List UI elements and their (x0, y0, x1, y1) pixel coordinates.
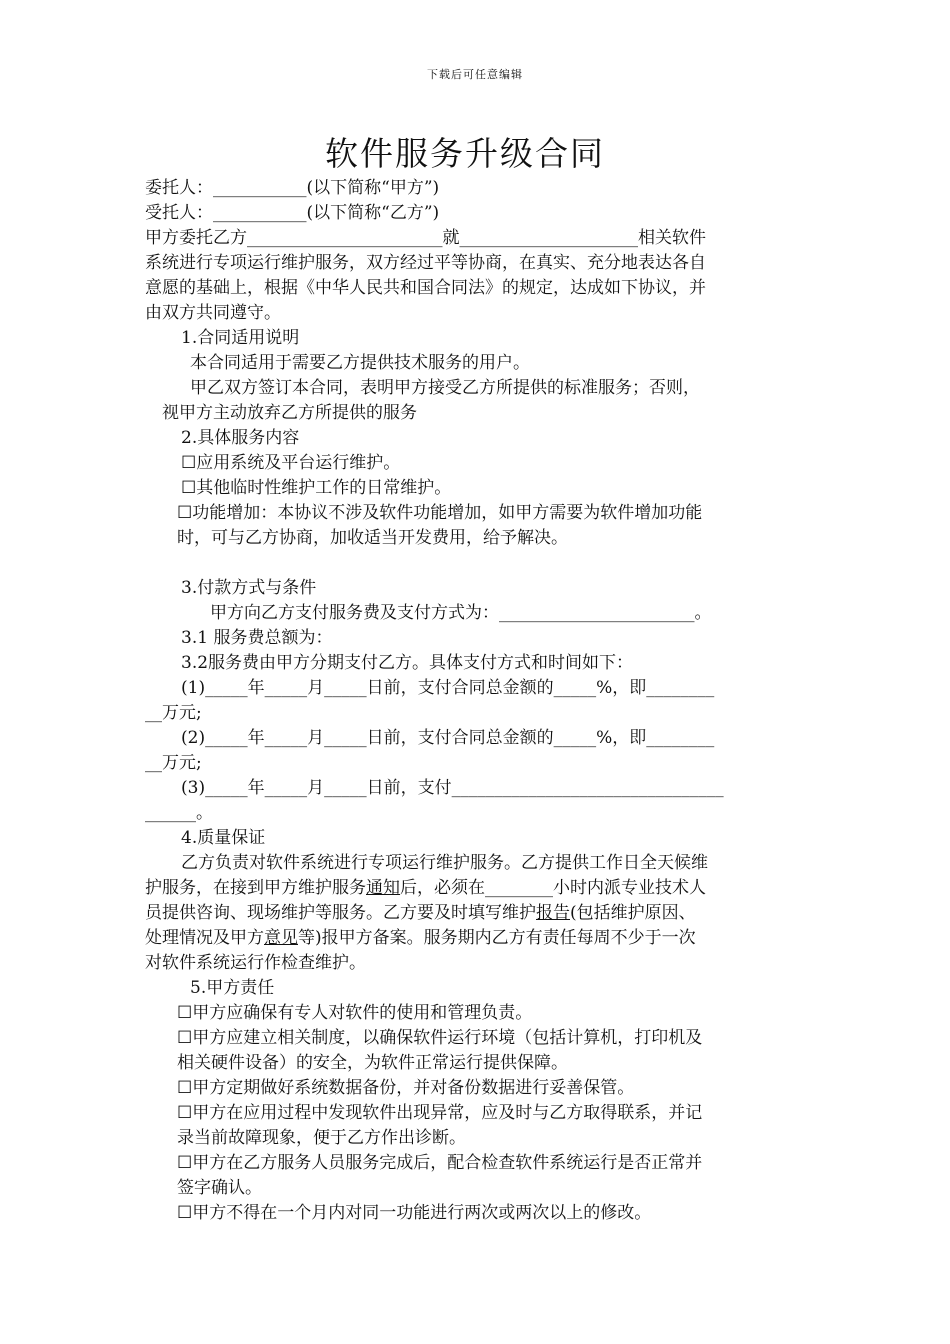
intro-line: 意愿的基础上，根据《中华人民共和国合同法》的规定，达成如下协议，并 (145, 278, 706, 298)
paragraph-line (145, 926, 696, 950)
text-segment: 护服务，在接到甲方维护服务 (145, 878, 366, 898)
checkbox-item: ☐甲方不得在一个月内对同一功能进行两次或两次以上的修改。 (177, 1203, 652, 1223)
underlined-term: 意见 (264, 928, 298, 948)
paragraph-line: 签字确认。 (177, 1178, 262, 1198)
payment-item: __万元; (145, 753, 202, 773)
checkbox-item: ☐甲方应确保有专人对软件的使用和管理负责。 (177, 1003, 533, 1023)
checkbox-item: ☐其他临时性维护工作的日常维护。 (181, 478, 452, 498)
contractor-line: 受托人：___________(以下简称“乙方”) (145, 203, 440, 223)
paragraph-line: 本合同适用于需要乙方提供技术服务的用户。 (190, 353, 530, 373)
checkbox-item: ☐功能增加：本协议不涉及软件功能增加，如甲方需要为软件增加功能 (177, 503, 703, 523)
text-segment: 处理情况及甲方 (145, 928, 264, 948)
section-heading: 1.合同适用说明 (181, 328, 300, 348)
underlined-term: 报告 (536, 903, 570, 923)
section-heading: 4.质量保证 (181, 828, 266, 848)
checkbox-item: ☐甲方定期做好系统数据备份，并对备份数据进行妥善保管。 (177, 1078, 635, 1098)
text-segment: (包括维护原因、 (570, 903, 696, 923)
section-heading: 3.付款方式与条件 (181, 578, 317, 598)
payment-item: (1)_____年_____月_____日前，支付合同总金额的_____%，即________ (181, 678, 715, 698)
paragraph-line: 相关硬件设备）的安全，为软件正常运行提供保障。 (177, 1053, 568, 1073)
checkbox-item: ☐甲方在乙方服务人员服务完成后，配合检查软件系统运行是否正常并 (177, 1153, 703, 1173)
paragraph-line: 录当前故障现象，便于乙方作出诊断。 (177, 1128, 466, 1148)
paragraph-line: 3.1 服务费总额为： (181, 628, 333, 648)
paragraph-line: 时，可与乙方协商，加收适当开发费用，给予解决。 (177, 528, 568, 548)
document-title: 软件服务升级合同 (325, 134, 605, 173)
payment-item: (2)_____年_____月_____日前，支付合同总金额的_____%，即________ (181, 728, 715, 748)
underlined-term: 通知 (366, 878, 400, 898)
checkbox-item: ☐应用系统及平台运行维护。 (181, 453, 401, 473)
payment-item: __万元; (145, 703, 202, 723)
paragraph-line: 甲方向乙方支付服务费及支付方式为：_______________________。 (210, 603, 712, 623)
paragraph-line: 3.2服务费由甲方分期支付乙方。具体支付方式和时间如下： (181, 653, 634, 673)
section-heading: 5.甲方责任 (190, 978, 275, 998)
paragraph-line: 甲乙双方签订本合同，表明甲方接受乙方所提供的标准服务；否则， (190, 378, 700, 398)
intro-line: 由双方共同遵守。 (145, 303, 281, 323)
payment-item: (3)_____年_____月_____日前，支付________________________________ (181, 778, 724, 798)
text-segment: 员提供咨询、现场维护等服务。乙方要及时填写维护 (145, 903, 536, 923)
paragraph-line (145, 876, 706, 900)
page-header: 下载后可任意编辑 (427, 68, 523, 81)
intro-line: 系统进行专项运行维护服务，双方经过平等协商，在真实、充分地表达各自 (145, 253, 706, 273)
paragraph-line: 对软件系统运行作检查维护。 (145, 953, 366, 973)
checkbox-item: ☐甲方应建立相关制度，以确保软件运行环境（包括计算机，打印机及 (177, 1028, 703, 1048)
client-line: 委托人：___________(以下简称“甲方”) (145, 178, 440, 198)
section-heading: 2.具体服务内容 (181, 428, 300, 448)
text-segment: 等)报甲方备案。服务期内乙方有责任每周不少于一次 (298, 928, 696, 948)
paragraph-line: 视甲方主动放弃乙方所提供的服务 (162, 403, 417, 423)
text-segment: 后，必须在________小时内派专业技术人 (400, 878, 706, 898)
checkbox-item: ☐甲方在应用过程中发现软件出现异常，应及时与乙方取得联系，并记 (177, 1103, 703, 1123)
intro-line: 甲方委托乙方_______________________就_____________________相关软件 (145, 228, 706, 248)
paragraph-line: 乙方负责对软件系统进行专项运行维护服务。乙方提供工作日全天候维 (181, 853, 708, 873)
payment-item: ______。 (145, 803, 213, 823)
paragraph-line (145, 901, 696, 925)
